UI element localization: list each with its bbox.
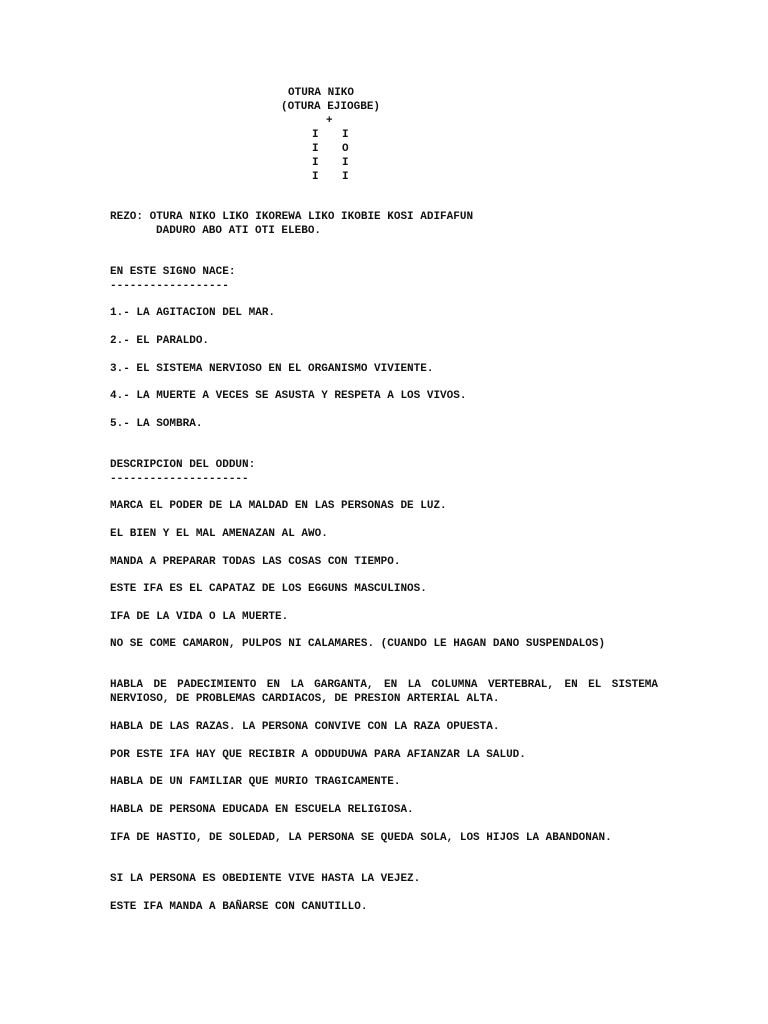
descripcion-paragraph: ESTE IFA ES EL CAPATAZ DE LOS EGGUNS MASCULINOS. [110,583,427,595]
nace-list-item: 5.- LA SOMBRA. [110,418,203,430]
nace-heading: EN ESTE SIGNO NACE: [110,266,236,278]
sign-title: OTURA NIKO [288,87,355,99]
sign-mark-right: I [342,129,349,141]
sign-mark-right: O [342,143,349,155]
sign-mark-left: I [312,129,319,141]
descripcion-paragraph: SI LA PERSONA ES OBEDIENTE VIVE HASTA LA VEJEZ. [110,873,421,885]
descripcion-paragraph: EL BIEN Y EL MAL AMENAZAN AL AWO. [110,528,328,540]
descripcion-heading-underline: --------------------- [110,473,249,485]
nace-list-item: 1.- LA AGITACION DEL MAR. [110,307,276,319]
rezo-line-1: REZO: OTURA NIKO LIKO IKOREWA LIKO IKOBIE KOSI ADIFAFUN [110,211,474,223]
descripcion-heading: DESCRIPCION DEL ODDUN: [110,459,256,471]
descripcion-paragraph: MARCA EL PODER DE LA MALDAD EN LAS PERSONAS DE LUZ. [110,500,447,512]
descripcion-paragraph: HABLA DE UN FAMILIAR QUE MURIO TRAGICAMENTE. [110,776,401,788]
nace-list-item: 2.- EL PARALDO. [110,335,210,347]
descripcion-paragraph: NO SE COME CAMARON, PULPOS NI CALAMARES. (CUANDO LE HAGAN DANO SUSPENDALOS) [110,638,606,650]
nace-list-item: 3.- EL SISTEMA NERVIOSO EN EL ORGANISMO VIVIENTE. [110,363,434,375]
sign-plus-mark: + [326,115,333,127]
descripcion-paragraph: MANDA A PREPARAR TODAS LAS COSAS CON TIEMPO. [110,556,401,568]
rezo-line-2: DADURO ABO ATI OTI ELEBO. [156,225,322,237]
nace-list-item: 4.- LA MUERTE A VECES SE ASUSTA Y RESPETA A LOS VIVOS. [110,390,467,402]
nace-heading-underline: ------------------ [110,280,229,292]
descripcion-paragraph: IFA DE HASTIO, DE SOLEDAD, LA PERSONA SE QUEDA SOLA, LOS HIJOS LA ABANDONAN. [110,832,612,844]
sign-mark-right: I [342,157,349,169]
descripcion-paragraph: HABLA DE LAS RAZAS. LA PERSONA CONVIVE CON LA RAZA OPUESTA. [110,721,500,733]
descripcion-paragraph: ESTE IFA MANDA A BAÑARSE CON CANUTILLO. [110,901,368,913]
descripcion-paragraph: HABLA DE PADECIMIENTO EN LA GARGANTA, EN LA COLUMNA VERTEBRAL, EN EL SISTEMA NERVIOSO, DE PROBLEMAS CARDIACOS, DE PRESION ARTERIAL ALTA. [110,679,658,705]
descripcion-paragraph: IFA DE LA VIDA O LA MUERTE. [110,611,289,623]
sign-mark-left: I [312,157,319,169]
descripcion-paragraph: POR ESTE IFA HAY QUE RECIBIR A ODDUDUWA PARA AFIANZAR LA SALUD. [110,749,526,761]
sign-mark-right: I [342,171,349,183]
descripcion-paragraph: HABLA DE PERSONA EDUCADA EN ESCUELA RELIGIOSA. [110,804,414,816]
sign-mark-left: I [312,143,319,155]
sign-subtitle: (OTURA EJIOGBE) [281,101,381,113]
sign-mark-left: I [312,171,319,183]
